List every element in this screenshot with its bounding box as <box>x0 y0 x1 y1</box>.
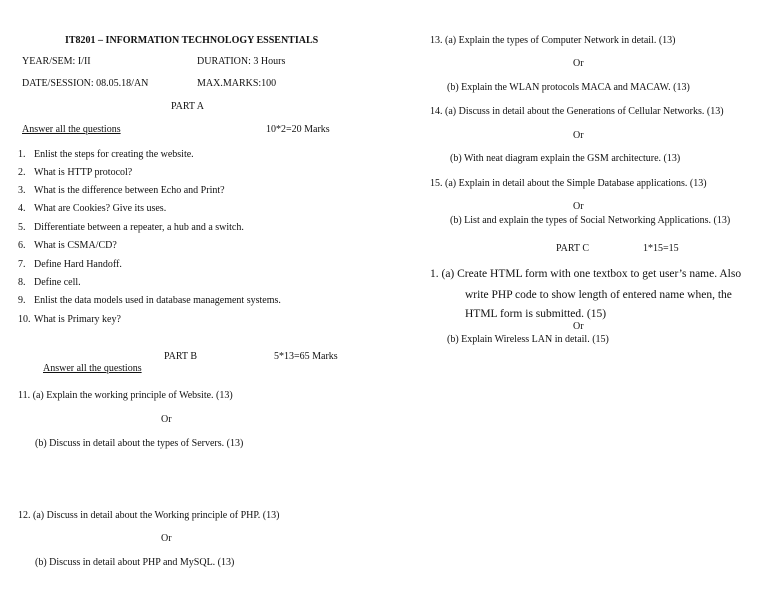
duration: DURATION: 3 Hours <box>197 56 286 67</box>
question-15-or: Or <box>573 201 584 212</box>
question-2: 2. What is HTTP protocol? <box>18 167 133 178</box>
year-sem: YEAR/SEM: I/II <box>22 56 91 67</box>
question-14b: (b) With neat diagram explain the GSM architecture. (13) <box>450 153 681 164</box>
part-c-question-1a-line3: HTML form is submitted. (15) <box>465 308 607 320</box>
part-c-marks: 1*15=15 <box>643 243 679 254</box>
part-c-question-1b: (b) Explain Wireless LAN in detail. (15) <box>447 334 609 345</box>
question-11b: (b) Discuss in detail about the types of Servers. (13) <box>35 438 244 449</box>
question-11-or: Or <box>161 414 172 425</box>
question-5: 5. Differentiate between a repeater, a hub and a switch. <box>18 222 244 233</box>
question-14a: 14. (a) Discuss in detail about the Generations of Cellular Networks. (13) <box>430 106 724 117</box>
max-marks: MAX.MARKS:100 <box>197 78 277 89</box>
question-13b: (b) Explain the WLAN protocols MACA and MACAW. (13) <box>447 82 690 93</box>
question-13-or: Or <box>573 58 584 69</box>
question-4: 4. What are Cookies? Give its uses. <box>18 203 167 214</box>
part-c-question-1a-line2: write PHP code to show length of entered name when, the <box>465 289 732 301</box>
part-c-heading: PART C <box>556 243 590 254</box>
question-12-or: Or <box>161 533 172 544</box>
part-a-instruction: Answer all the questions <box>22 124 121 135</box>
part-a-heading: PART A <box>171 101 205 112</box>
question-11a: 11. (a) Explain the working principle of Website. (13) <box>18 390 233 401</box>
question-8: 8. Define cell. <box>18 277 81 288</box>
date-session: DATE/SESSION: 08.05.18/AN <box>22 78 149 89</box>
question-7: 7. Define Hard Handoff. <box>18 259 122 270</box>
question-12a: 12. (a) Discuss in detail about the Working principle of PHP. (13) <box>18 510 280 521</box>
part-b-instruction: Answer all the questions <box>43 363 142 374</box>
question-6: 6. What is CSMA/CD? <box>18 240 117 251</box>
part-c-question-1a-line1: 1. (a) Create HTML form with one textbox to get user’s name. Also <box>430 268 742 280</box>
question-10: 10. What is Primary key? <box>18 314 121 325</box>
paper-title: IT8201 – INFORMATION TECHNOLOGY ESSENTIALS <box>65 35 319 46</box>
question-15a: 15. (a) Explain in detail about the Simple Database applications. (13) <box>430 178 707 189</box>
part-b-heading: PART B <box>164 351 198 362</box>
question-9: 9. Enlist the data models used in database management systems. <box>18 295 281 306</box>
part-b-marks: 5*13=65 Marks <box>274 351 338 362</box>
question-14-or: Or <box>573 130 584 141</box>
question-3: 3. What is the difference between Echo and Print? <box>18 185 225 196</box>
part-c-question-1-or: Or <box>573 321 584 332</box>
question-1: 1. Enlist the steps for creating the website. <box>18 149 194 160</box>
question-13a: 13. (a) Explain the types of Computer Network in detail. (13) <box>430 35 676 46</box>
part-a-marks: 10*2=20 Marks <box>266 124 330 135</box>
question-15b: (b) List and explain the types of Social Networking Applications. (13) <box>450 215 731 226</box>
question-12b: (b) Discuss in detail about PHP and MySQL. (13) <box>35 557 235 568</box>
